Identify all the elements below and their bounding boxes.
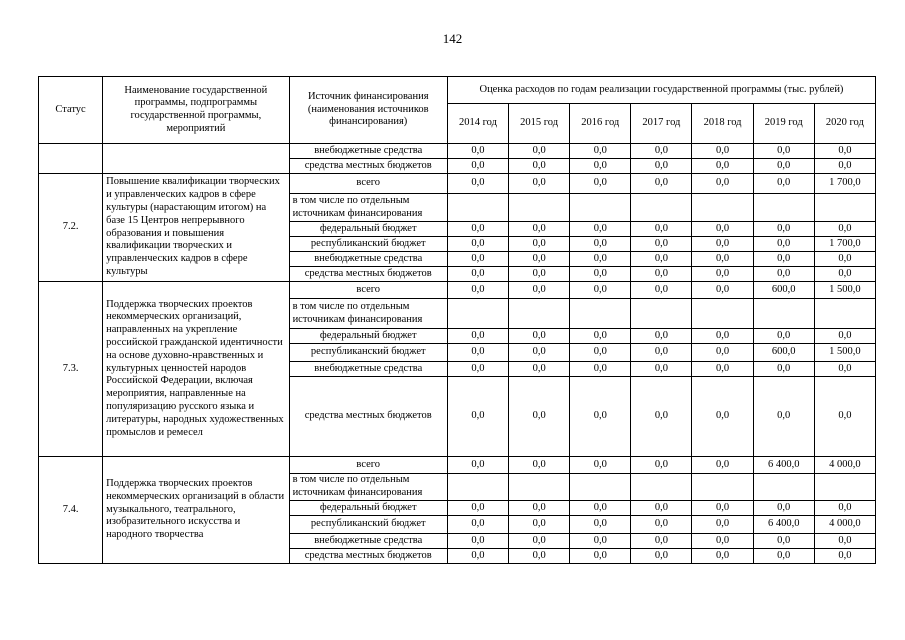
header-year: 2014 год [447, 104, 508, 144]
value-cell: 1 700,0 [814, 174, 875, 194]
value-cell: 0,0 [570, 501, 631, 516]
value-cell: 0,0 [814, 144, 875, 159]
value-cell: 0,0 [631, 549, 692, 564]
value-cell: 0,0 [570, 237, 631, 252]
source-cell: средства местных бюджетов [289, 267, 447, 282]
value-cell: 0,0 [631, 237, 692, 252]
value-cell: 0,0 [631, 516, 692, 534]
value-cell [753, 194, 814, 222]
value-cell: 0,0 [447, 457, 508, 474]
value-cell: 0,0 [753, 174, 814, 194]
name-cell: Повышение квалификации творческих и управленческих кадров в сфере культуры (нарастающим итогом) на базе 15 Центров непрерывного образования и повышения квалификации творческих и управленческих кадров в сфере культуры [103, 174, 289, 282]
value-cell: 0,0 [631, 174, 692, 194]
value-cell: 0,0 [692, 329, 753, 344]
value-cell: 0,0 [447, 174, 508, 194]
value-cell: 0,0 [570, 267, 631, 282]
value-cell: 0,0 [509, 362, 570, 377]
value-cell: 1 700,0 [814, 237, 875, 252]
value-cell: 0,0 [570, 549, 631, 564]
source-cell: внебюджетные средства [289, 144, 447, 159]
value-cell: 0,0 [509, 329, 570, 344]
value-cell: 0,0 [753, 329, 814, 344]
value-cell [692, 299, 753, 329]
value-cell: 0,0 [814, 362, 875, 377]
value-cell: 0,0 [814, 222, 875, 237]
value-cell: 0,0 [753, 144, 814, 159]
value-cell: 0,0 [509, 457, 570, 474]
source-cell: внебюджетные средства [289, 252, 447, 267]
value-cell: 0,0 [570, 516, 631, 534]
value-cell: 0,0 [692, 457, 753, 474]
value-cell: 0,0 [631, 377, 692, 457]
value-cell: 0,0 [447, 501, 508, 516]
value-cell: 0,0 [753, 252, 814, 267]
value-cell [753, 474, 814, 501]
value-cell: 0,0 [814, 252, 875, 267]
value-cell: 0,0 [509, 159, 570, 174]
value-cell: 6 400,0 [753, 516, 814, 534]
value-cell: 6 400,0 [753, 457, 814, 474]
header-year: 2019 год [753, 104, 814, 144]
source-cell: республиканский бюджет [289, 516, 447, 534]
value-cell: 0,0 [447, 534, 508, 549]
page-number: 142 [442, 31, 463, 46]
value-cell: 0,0 [692, 501, 753, 516]
value-cell: 0,0 [509, 549, 570, 564]
value-cell: 0,0 [631, 501, 692, 516]
value-cell: 0,0 [753, 534, 814, 549]
status-cell [39, 144, 103, 174]
value-cell: 0,0 [692, 159, 753, 174]
value-cell: 0,0 [447, 222, 508, 237]
value-cell: 0,0 [447, 237, 508, 252]
value-cell: 0,0 [814, 329, 875, 344]
value-cell [570, 299, 631, 329]
header-estimate: Оценка расходов по годам реализации государственной программы (тыс. рублей) [447, 77, 875, 104]
name-cell: Поддержка творческих проектов некоммерческих организаций, направленных на укрепление российской гражданской идентичности на основе духовно-нравственных и культурных ценностей народов Российской Федерации, включая мероприятия, направленные на популяризацию русского языка и литературы, народных художественных промыслов и ремесел [103, 282, 289, 457]
value-cell: 0,0 [692, 267, 753, 282]
source-cell: средства местных бюджетов [289, 549, 447, 564]
value-cell [447, 194, 508, 222]
source-cell: в том числе по отдельным источникам финансирования [289, 474, 447, 501]
value-cell [631, 474, 692, 501]
header-year: 2020 год [814, 104, 875, 144]
value-cell: 0,0 [447, 252, 508, 267]
value-cell: 0,0 [447, 362, 508, 377]
value-cell: 0,0 [570, 362, 631, 377]
value-cell: 0,0 [447, 344, 508, 362]
value-cell: 0,0 [631, 534, 692, 549]
value-cell: 0,0 [631, 144, 692, 159]
value-cell: 0,0 [570, 159, 631, 174]
value-cell [447, 299, 508, 329]
value-cell: 0,0 [447, 144, 508, 159]
header-source: Источник финансирования (наименования источников финансирования) [289, 77, 447, 144]
source-cell: средства местных бюджетов [289, 159, 447, 174]
value-cell: 0,0 [814, 534, 875, 549]
value-cell: 0,0 [692, 516, 753, 534]
value-cell: 4 000,0 [814, 457, 875, 474]
value-cell: 0,0 [692, 222, 753, 237]
value-cell: 0,0 [570, 282, 631, 299]
header-year: 2017 год [631, 104, 692, 144]
value-cell: 0,0 [570, 174, 631, 194]
source-cell: в том числе по отдельным источникам финансирования [289, 299, 447, 329]
value-cell: 0,0 [509, 534, 570, 549]
value-cell [509, 299, 570, 329]
header-year: 2015 год [509, 104, 570, 144]
value-cell: 0,0 [692, 282, 753, 299]
value-cell: 0,0 [570, 377, 631, 457]
value-cell: 0,0 [814, 501, 875, 516]
status-cell: 7.4. [39, 457, 103, 564]
value-cell: 0,0 [631, 252, 692, 267]
header-name: Наименование государственной программы, подпрограммы государственной программы, мероприятий [103, 77, 289, 144]
value-cell [814, 299, 875, 329]
table-row [39, 282, 876, 299]
source-cell: федеральный бюджет [289, 329, 447, 344]
value-cell: 0,0 [692, 534, 753, 549]
source-cell: средства местных бюджетов [289, 377, 447, 457]
value-cell: 0,0 [447, 267, 508, 282]
value-cell: 0,0 [631, 344, 692, 362]
value-cell: 0,0 [753, 222, 814, 237]
header-status: Статус [39, 77, 103, 144]
value-cell: 0,0 [570, 144, 631, 159]
value-cell: 0,0 [692, 252, 753, 267]
value-cell: 0,0 [631, 267, 692, 282]
value-cell: 0,0 [814, 267, 875, 282]
source-cell: внебюджетные средства [289, 534, 447, 549]
value-cell: 0,0 [447, 549, 508, 564]
value-cell [692, 474, 753, 501]
value-cell: 0,0 [753, 237, 814, 252]
value-cell: 0,0 [509, 237, 570, 252]
value-cell [814, 194, 875, 222]
source-cell: федеральный бюджет [289, 222, 447, 237]
value-cell: 0,0 [509, 282, 570, 299]
source-cell: всего [289, 457, 447, 474]
value-cell: 0,0 [753, 377, 814, 457]
value-cell: 0,0 [509, 144, 570, 159]
value-cell: 0,0 [692, 237, 753, 252]
source-cell: всего [289, 282, 447, 299]
name-cell: Поддержка творческих проектов некоммерческих организаций в области музыкального, театрального, изобразительного искусства и народного творчества [103, 457, 289, 564]
header-year: 2018 год [692, 104, 753, 144]
value-cell [692, 194, 753, 222]
source-cell: республиканский бюджет [289, 237, 447, 252]
value-cell: 0,0 [570, 344, 631, 362]
value-cell [753, 299, 814, 329]
value-cell: 0,0 [570, 329, 631, 344]
value-cell: 4 000,0 [814, 516, 875, 534]
value-cell: 0,0 [814, 377, 875, 457]
value-cell [631, 299, 692, 329]
value-cell: 600,0 [753, 282, 814, 299]
value-cell: 0,0 [509, 174, 570, 194]
value-cell: 0,0 [570, 534, 631, 549]
value-cell: 0,0 [570, 252, 631, 267]
value-cell: 600,0 [753, 344, 814, 362]
value-cell: 0,0 [447, 516, 508, 534]
value-cell: 0,0 [509, 344, 570, 362]
value-cell: 0,0 [753, 362, 814, 377]
value-cell: 0,0 [692, 377, 753, 457]
name-cell [103, 144, 289, 174]
value-cell: 0,0 [447, 377, 508, 457]
value-cell: 0,0 [509, 501, 570, 516]
value-cell: 0,0 [753, 501, 814, 516]
source-cell: федеральный бюджет [289, 501, 447, 516]
value-cell: 0,0 [509, 377, 570, 457]
value-cell: 0,0 [692, 549, 753, 564]
value-cell: 0,0 [814, 159, 875, 174]
value-cell: 1 500,0 [814, 282, 875, 299]
value-cell: 0,0 [509, 252, 570, 267]
status-cell: 7.3. [39, 282, 103, 457]
value-cell: 0,0 [753, 159, 814, 174]
table-row [39, 457, 876, 474]
value-cell: 0,0 [509, 267, 570, 282]
value-cell: 0,0 [692, 344, 753, 362]
value-cell: 0,0 [509, 222, 570, 237]
value-cell: 0,0 [753, 549, 814, 564]
value-cell [509, 474, 570, 501]
value-cell: 0,0 [753, 267, 814, 282]
value-cell [631, 194, 692, 222]
value-cell: 0,0 [692, 144, 753, 159]
value-cell: 0,0 [447, 159, 508, 174]
value-cell: 1 500,0 [814, 344, 875, 362]
header-year: 2016 год [570, 104, 631, 144]
value-cell: 0,0 [447, 282, 508, 299]
value-cell: 0,0 [631, 222, 692, 237]
value-cell: 0,0 [631, 329, 692, 344]
source-cell: внебюджетные средства [289, 362, 447, 377]
value-cell [447, 474, 508, 501]
value-cell [570, 194, 631, 222]
value-cell [509, 194, 570, 222]
value-cell: 0,0 [631, 457, 692, 474]
value-cell: 0,0 [570, 457, 631, 474]
status-cell: 7.2. [39, 174, 103, 282]
value-cell [814, 474, 875, 501]
value-cell: 0,0 [447, 329, 508, 344]
value-cell: 0,0 [570, 222, 631, 237]
value-cell [570, 474, 631, 501]
source-cell: в том числе по отдельным источникам финансирования [289, 194, 447, 222]
value-cell: 0,0 [631, 282, 692, 299]
value-cell: 0,0 [692, 174, 753, 194]
value-cell: 0,0 [692, 362, 753, 377]
budget-table [38, 76, 876, 564]
table-row [39, 174, 876, 194]
source-cell: республиканский бюджет [289, 344, 447, 362]
source-cell: всего [289, 174, 447, 194]
value-cell: 0,0 [631, 159, 692, 174]
value-cell: 0,0 [631, 362, 692, 377]
table-row [39, 144, 876, 159]
value-cell: 0,0 [814, 549, 875, 564]
value-cell: 0,0 [509, 516, 570, 534]
